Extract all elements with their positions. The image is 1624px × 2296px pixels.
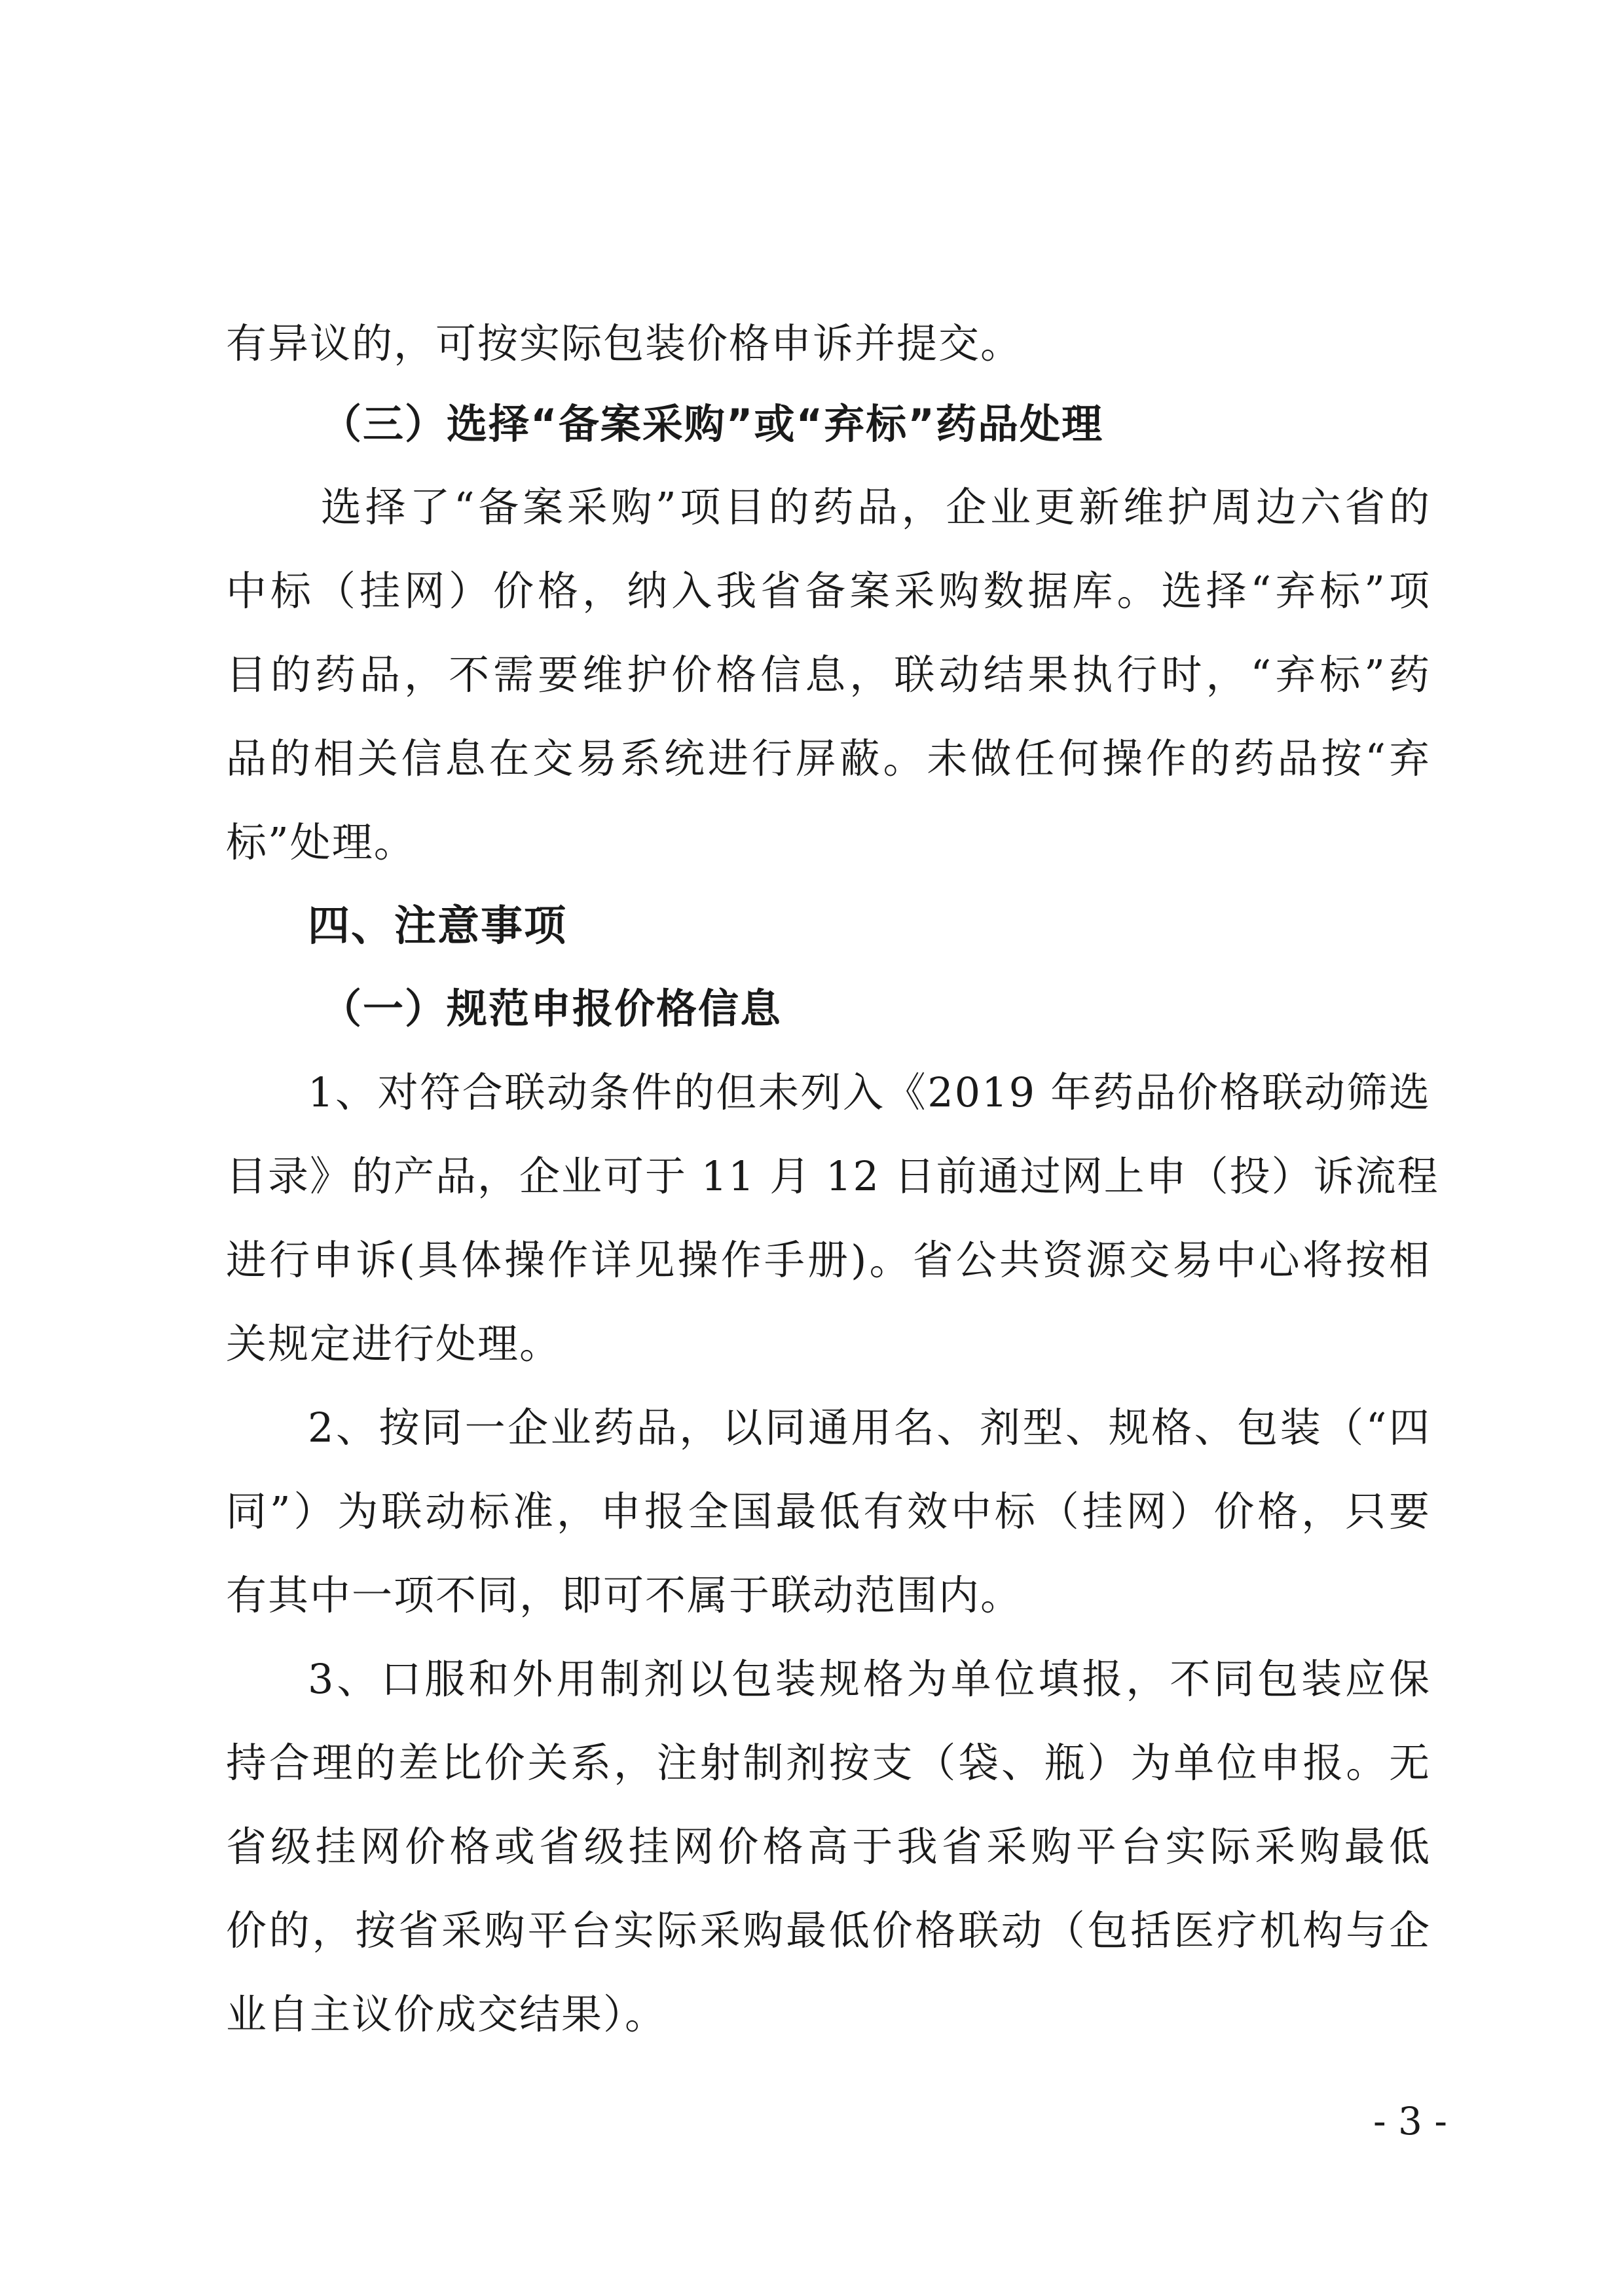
section-heading: 四、注意事项 [308,902,567,951]
paragraph-line: 中标（挂网）价格，纳入我省备案采购数据库。选择“弃标”项 [226,567,1431,615]
paragraph-line: 有其中一项不同，即可不属于联动范围内。 [226,1571,1023,1619]
paragraph-line: 2、按同一企业药品，以同通用名、剂型、规格、包装（“四 [308,1404,1431,1451]
paragraph-line: 选择了“备案采购”项目的药品，企业更新维护周边六省的 [321,483,1431,531]
paragraph-line: 目的药品，不需要维护价格信息，联动结果执行时，“弃标”药 [226,651,1431,699]
paragraph-line: 进行申诉(具体操作详见操作手册)。省公共资源交易中心将按相 [226,1236,1431,1284]
paragraph-line: 3、口服和外用制剂以包装规格为单位填报，不同包装应保 [308,1655,1431,1703]
paragraph-line: 省级挂网价格或省级挂网价格高于我省采购平台实际采购最低 [226,1823,1431,1870]
page-number: - 3 - [1373,2099,1447,2143]
section-heading: （三）选择“备案采购”或“弃标”药品处理 [321,400,1103,448]
paragraph-line: 目录》的产品，企业可于 11 月 12 日前通过网上申（投）诉流程 [226,1152,1439,1200]
paragraph-line: 标”处理。 [226,818,416,866]
paragraph-line: 持合理的差比价关系，注射制剂按支（袋、瓶）为单位申报。无 [226,1739,1431,1787]
paragraph-line: 价的，按省采购平台实际采购最低价格联动（包括医疗机构与企 [226,1906,1431,1954]
paragraph-line: 品的相关信息在交易系统进行屏蔽。未做任何操作的药品按“弃 [226,735,1431,782]
paragraph-line: 有异议的，可按实际包装价格申诉并提交。 [226,319,1023,367]
paragraph-line: 1、对符合联动条件的但未列入《2019 年药品价格联动筛选 [308,1068,1431,1116]
paragraph-line: 同”）为联动标准，申报全国最低有效中标（挂网）价格，只要 [226,1487,1431,1535]
paragraph-line: 业自主议价成交结果）。 [226,1990,667,2038]
paragraph-line: 关规定进行处理。 [226,1320,562,1368]
subsection-heading: （一）规范申报价格信息 [321,985,783,1032]
